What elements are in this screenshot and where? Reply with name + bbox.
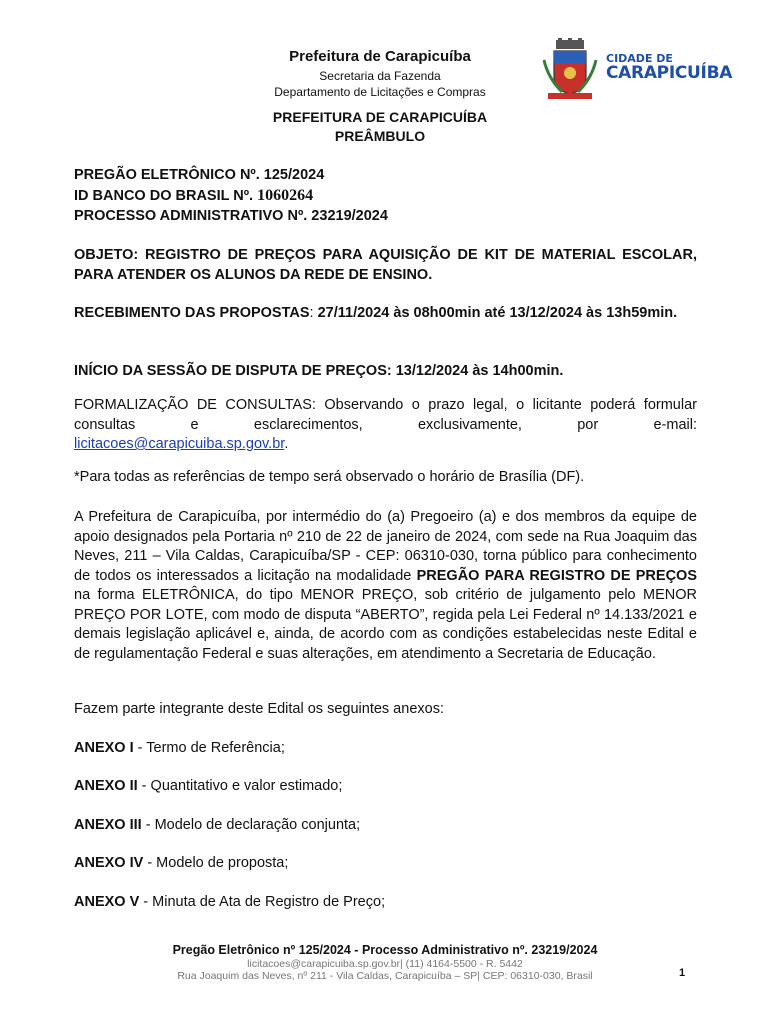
header-title: Prefeitura de Carapicuíba [289,48,471,65]
document-heading: PREFEITURA DE CARAPICUÍBA [272,109,488,125]
city-coat-of-arms-icon [540,38,600,102]
footer-title: Pregão Eletrônico nº 125/2024 - Processo Administrativo nº. 23219/2024 [172,943,598,957]
header-department-2: Departamento de Licitações e Compras [274,85,486,99]
banco-id-label: ID BANCO DO BRASIL Nº. [74,188,254,204]
consultas-line2: consultas e esclarecimentos, exclusivamente, por e-mail: [74,417,697,433]
consultas-line1: FORMALIZAÇÃO DE CONSULTAS: Observando o prazo legal, o licitante poderá formular [74,397,697,413]
banco-id-number: 1060264 [257,187,314,204]
anexo-item: ANEXO II - Quantitativo e valor estimado; [74,778,343,794]
pregao-number: PREGÃO ELETRÔNICO Nº. 125/2024 [74,167,325,183]
modalidade-bold: PREGÃO PARA REGISTRO DE PREÇOS [416,567,697,584]
logo-text-line2: CARAPICUÍBA [606,63,733,83]
city-logo [540,38,733,102]
anexos-intro: Fazem parte integrante deste Edital os seguintes anexos: [74,701,444,717]
header-department-1: Secretaria da Fazenda [319,69,441,83]
objeto-text: OBJETO: REGISTRO DE PREÇOS PARA AQUISIÇÃO DE KIT DE MATERIAL ESCOLAR, PARA ATENDER OS ALUNOS DA REDE DE ENSINO. [74,247,697,283]
footer-address: Rua Joaquim das Neves, nº 211 - Vila Caldas, Carapicuíba – SP| CEP: 06310-030, Brasil [177,970,593,982]
recebimento-text: RECEBIMENTO DAS PROPOSTAS: 27/11/2024 às 08h00min até 13/12/2024 às 13h59min. [74,305,678,321]
anexo-item: ANEXO III - Modelo de declaração conjunta; [74,817,361,833]
inicio-sessao: INÍCIO DA SESSÃO DE DISPUTA DE PREÇOS: 13/12/2024 às 14h00min. [74,363,564,379]
page-number: 1 [679,967,686,979]
anexo-item: ANEXO V - Minuta de Ata de Registro de Preço; [74,894,386,910]
processo-number: PROCESSO ADMINISTRATIVO Nº. 23219/2024 [74,208,388,224]
anexo-item: ANEXO I - Termo de Referência; [74,740,285,756]
recebimento-label: RECEBIMENTO DAS PROPOSTAS [74,305,310,321]
footer-contact: licitacoes@carapicuiba.sp.gov.br| (11) 4164-5500 - R. 5442 [247,958,523,970]
anexo-item: ANEXO IV - Modelo de proposta; [74,855,289,871]
time-note: *Para todas as referências de tempo será observado o horário de Brasília (DF). [74,469,585,485]
banco-id [74,186,697,207]
logo-text-line1: CIDADE DE [606,52,673,65]
intro-paragraph: A Prefeitura de Carapicuíba, por intermédio do (a) Pregoeiro (a) e dos membros da equipe de apoio designados pela Portaria nº 210 de 22 de janeiro de 2024, com sede na Rua Joaquim das Neves, 211 – Vila Caldas, Carapicuíba/SP - CEP: 06310-030, torna público para conhecimento de todos os interessados a licitação na modalidade PREGÃO PARA REGISTRO DE PREÇOS na forma ELETRÔNICA, do tipo MENOR PREÇO, sob critério de julgamento pelo MENOR PREÇO POR LOTE, com modo de disputa “ABERTO”, regida pela Lei Federal nº 14.133/2021 e demais legislação aplicável e, ainda, de acordo com as condições estabelecidas neste Edital e de regulamentação Federal e suas alterações, em atendimento a Secretaria de Educação. [74,509,697,662]
contact-email-link[interactable]: licitacoes@carapicuiba.sp.gov.br [74,436,285,452]
consultas-line3: licitacoes@carapicuiba.sp.gov.br. [74,436,289,452]
recebimento-value: 27/11/2024 às 08h00min até 13/12/2024 às 13h59min. [317,305,678,321]
document-subheading: PREÂMBULO [334,128,426,144]
